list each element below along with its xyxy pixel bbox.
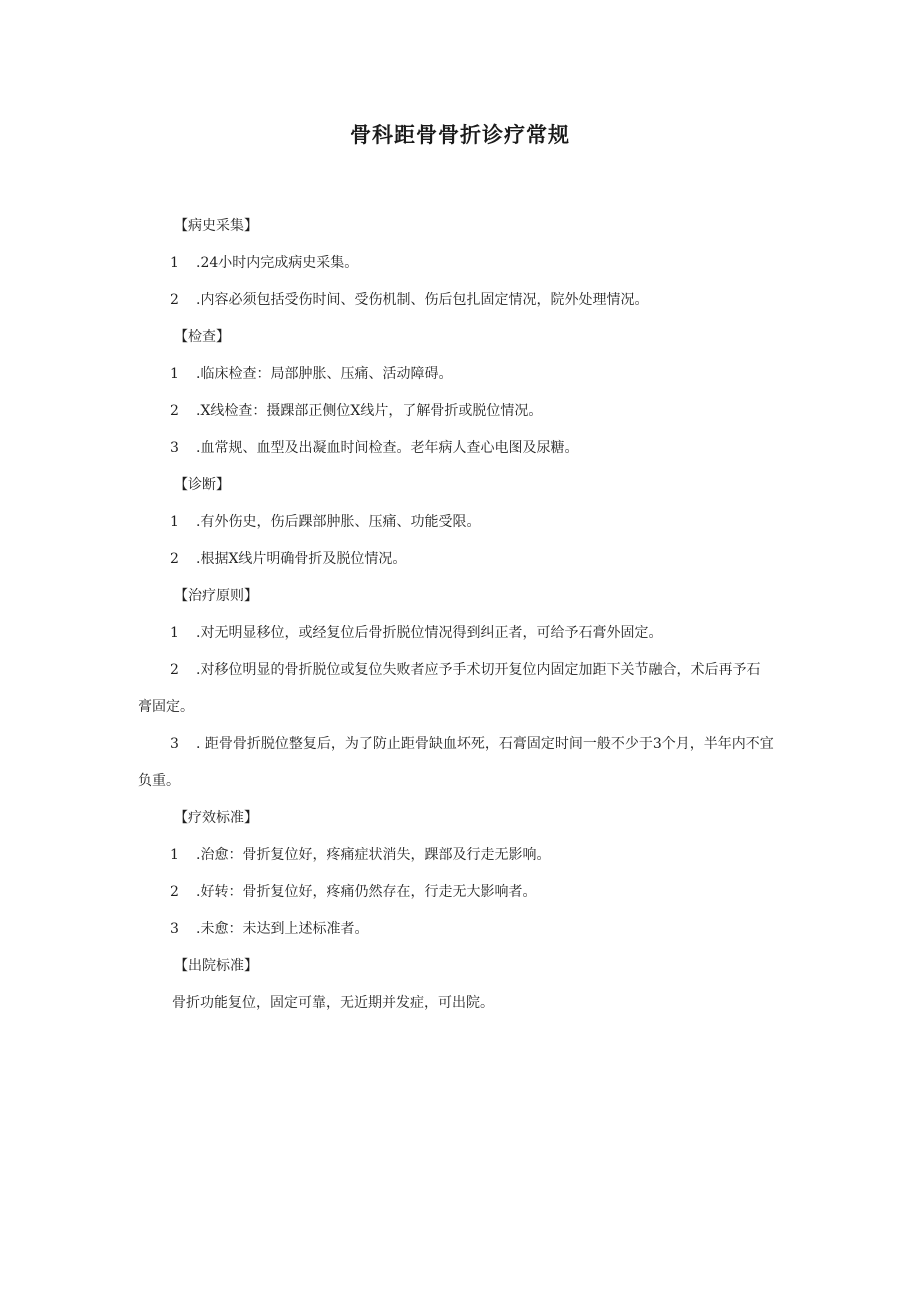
item-number: 1 <box>170 514 179 530</box>
item-number: 2 <box>170 292 179 308</box>
item-number: 2 <box>170 662 179 678</box>
item-text: .对无明显移位，或经复位后骨折脱位情况得到纠正者，可给予石膏外固定。 <box>196 625 663 641</box>
list-item <box>138 541 774 578</box>
list-item <box>138 615 774 652</box>
document-body <box>138 208 774 1022</box>
item-text: .内容必须包括受伤时间、受伤机制、伤后包扎固定情况，院外处理情况。 <box>196 292 649 308</box>
section-heading-examination: 【检查】 <box>174 329 230 345</box>
item-text: .有外伤史，伤后踝部肿胀、压痛、功能受限。 <box>196 514 481 530</box>
list-item <box>138 874 774 911</box>
item-number: 1 <box>170 255 179 271</box>
item-number: 3 <box>170 921 179 937</box>
list-item <box>138 726 774 800</box>
item-number: 2 <box>170 884 179 900</box>
list-item <box>138 652 774 726</box>
item-number: 1 <box>170 625 179 641</box>
item-text: .好转：骨折复位好，疼痛仍然存在，行走无大影响者。 <box>196 884 537 900</box>
section-heading-discharge: 【出院标准】 <box>174 958 258 974</box>
item-text: .治愈：骨折复位好，疼痛症状消失，踝部及行走无影响。 <box>196 847 551 863</box>
section-heading-history: 【病史采集】 <box>174 218 258 234</box>
section-heading-diagnosis: 【诊断】 <box>174 477 230 493</box>
list-item <box>138 430 774 467</box>
list-item <box>138 837 774 874</box>
list-item <box>138 393 774 430</box>
list-item <box>138 245 774 282</box>
item-text: .临床检查：局部肿胀、压痛、活动障碍。 <box>196 366 453 382</box>
list-item <box>138 282 774 319</box>
item-number: 1 <box>170 366 179 382</box>
item-number: 2 <box>170 551 179 567</box>
item-text: .未愈：未达到上述标准者。 <box>196 921 369 937</box>
list-item <box>138 504 774 541</box>
page-title: 骨科距骨骨折诊疗常规 <box>350 123 570 147</box>
item-text: .24小时内完成病史采集。 <box>196 255 359 271</box>
item-text: .X线检查：摄踝部正侧位X线片，了解骨折或脱位情况。 <box>196 403 543 419</box>
item-text: .血常规、血型及出凝血时间检查。老年病人查心电图及尿糖。 <box>196 440 579 456</box>
item-text: .对移位明显的骨折脱位或复位失败者应予手术切开复位内固定加距下关节融合，术后再予石膏固定。 <box>138 662 761 715</box>
item-number: 3 <box>170 736 179 752</box>
item-text: .根据X线片明确骨折及脱位情况。 <box>196 551 407 567</box>
section-heading-treatment: 【治疗原则】 <box>174 588 258 604</box>
item-number: 1 <box>170 847 179 863</box>
item-number: 3 <box>170 440 179 456</box>
list-item <box>138 911 774 948</box>
item-number: 2 <box>170 403 179 419</box>
item-text: . 距骨骨折脱位整复后，为了防止距骨缺血坏死，石膏固定时间一般不少于3个月，半年内不宜负重。 <box>138 736 774 789</box>
discharge-paragraph: 骨折功能复位，固定可靠，无近期并发症，可出院。 <box>172 995 494 1011</box>
list-item <box>138 356 774 393</box>
section-heading-efficacy: 【疗效标准】 <box>174 810 258 826</box>
